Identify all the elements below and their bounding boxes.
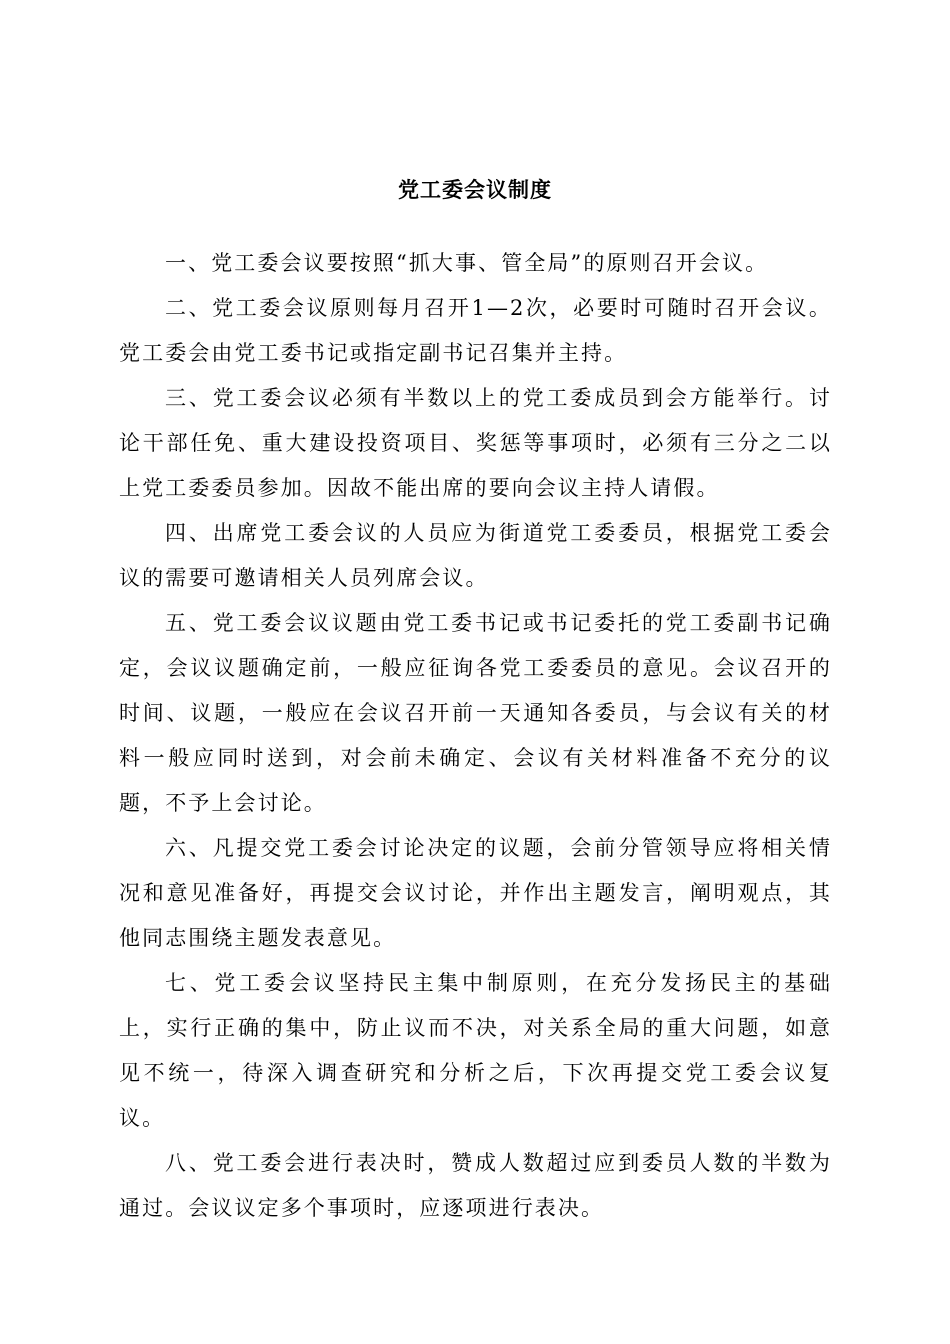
paragraph-4: 四、出席党工委会议的人员应为街道党工委委员，根据党工委会议的需要可邀请相关人员列席会议。 bbox=[119, 521, 832, 590]
paragraph-1: 一、党工委会议要按照“抓大事、管全局”的原则召开会议。 bbox=[165, 251, 769, 275]
paragraph-3: 三、党工委会议必须有半数以上的党工委成员到会方能举行。讨论干部任免、重大建设投资项目、奖惩等事项时，必须有三分之二以上党工委委员参加。因故不能出席的要向会议主持人请假。 bbox=[119, 386, 832, 500]
paragraph-7: 七、党工委会议坚持民主集中制原则，在充分发扬民主的基础上，实行正确的集中，防止议而不决，对关系全局的重大问题，如意见不统一，待深入调查研究和分析之后，下次再提交党工委会议复议。 bbox=[119, 971, 832, 1130]
paragraph-2: 二、党工委会议原则每月召开1—2次，必要时可随时召开会议。党工委会由党工委书记或指定副书记召集并主持。 bbox=[119, 296, 832, 365]
paragraph-5: 五、党工委会议议题由党工委书记或书记委托的党工委副书记确定，会议议题确定前，一般应征询各党工委委员的意见。会议召开的时间、议题，一般应在会议召开前一天通知各委员，与会议有关的材料一般应同时送到，对会前未确定、会议有关材料准备不充分的议题，不予上会讨论。 bbox=[119, 611, 832, 815]
document-title: 党工委会议制度 bbox=[398, 177, 552, 202]
document-body bbox=[119, 241, 832, 1231]
paragraph-6: 六、凡提交党工委会讨论决定的议题，会前分管领导应将相关情况和意见准备好，再提交会议讨论，并作出主题发言，阐明观点，其他同志围绕主题发表意见。 bbox=[119, 836, 832, 950]
paragraph-8: 八、党工委会进行表决时，赞成人数超过应到委员人数的半数为通过。会议议定多个事项时，应逐项进行表决。 bbox=[119, 1151, 832, 1220]
